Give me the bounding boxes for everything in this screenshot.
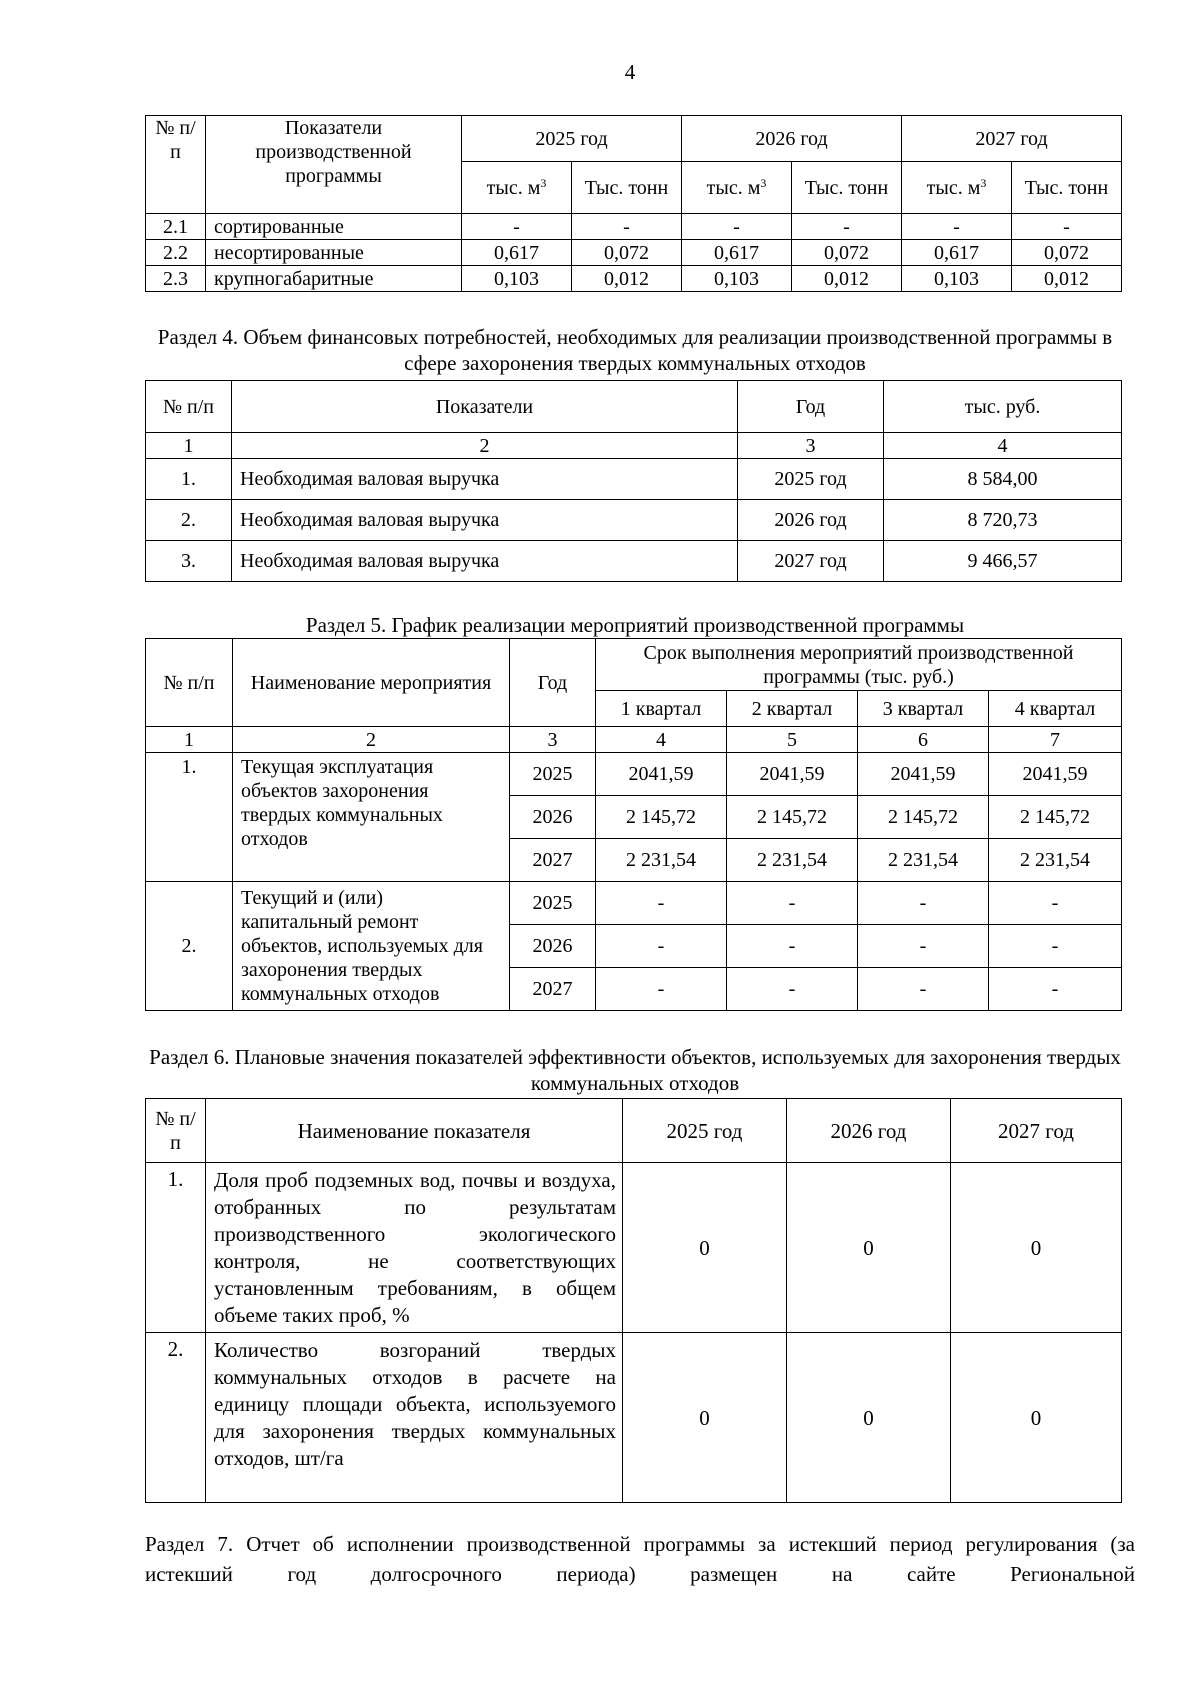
- unit-tons: Тыс. тонн: [792, 162, 902, 214]
- efficiency-table: [145, 1098, 1122, 1503]
- activity-year: 2027: [510, 839, 596, 882]
- row-name: Доля проб подземных вод, почвы и воздуха, отобранных по результатам производственного экологического контроля, не соответствующих установленным требованиям, в общем объеме таких проб, %: [206, 1163, 623, 1333]
- cell: -: [727, 925, 858, 968]
- cell: 2 145,72: [858, 796, 989, 839]
- finance-table: [145, 380, 1122, 582]
- table-row: [146, 500, 1122, 541]
- activity-num: 1.: [146, 753, 233, 882]
- header-year-2025: 2025 год: [462, 116, 682, 162]
- cell: -: [989, 968, 1122, 1011]
- cell: 0,617: [902, 240, 1012, 266]
- col-number: 2: [232, 433, 738, 459]
- cell: -: [596, 968, 727, 1011]
- cell: -: [858, 925, 989, 968]
- row-name: несортированные: [206, 240, 462, 266]
- unit-m3: тыс. $м^3$: [462, 162, 572, 214]
- cell: -: [989, 882, 1122, 925]
- table-row: [146, 266, 1122, 292]
- cell: 0,072: [572, 240, 682, 266]
- cell: -: [792, 214, 902, 240]
- col-number: 4: [884, 433, 1122, 459]
- cell: 0,012: [572, 266, 682, 292]
- header-name: Наименование показателя: [206, 1099, 623, 1163]
- section5-title: Раздел 5. График реализации мероприятий производственной программы: [305, 613, 965, 637]
- cell: 0: [951, 1163, 1122, 1333]
- col-number: 3: [738, 433, 884, 459]
- row-name: крупногабаритные: [206, 266, 462, 292]
- col-number: 1: [146, 727, 233, 753]
- header-num: № п/п: [146, 116, 206, 214]
- header-year: Год: [738, 381, 884, 433]
- row-num: 3.: [146, 541, 232, 582]
- row-value: 8 584,00: [884, 459, 1122, 500]
- cell: -: [727, 882, 858, 925]
- row-name: Необходимая валовая выручка: [232, 459, 738, 500]
- header-indicator: Показатели производственной программы: [206, 116, 462, 214]
- cell: 0: [623, 1163, 787, 1333]
- cell: 2041,59: [989, 753, 1122, 796]
- cell: -: [989, 925, 1122, 968]
- cell: -: [596, 925, 727, 968]
- row-name: сортированные: [206, 214, 462, 240]
- unit-tons: Тыс. тонн: [572, 162, 682, 214]
- table-row: [146, 214, 1122, 240]
- col-number: 7: [989, 727, 1122, 753]
- section6-title: Раздел 6. Плановые значения показателей эффективности объектов, используемых для захоронения твердых коммунальных отходов: [149, 1045, 1121, 1095]
- table-row: [146, 1163, 1122, 1333]
- cell: -: [682, 214, 792, 240]
- cell: 0,617: [682, 240, 792, 266]
- col-number: 2: [233, 727, 510, 753]
- col-number: 4: [596, 727, 727, 753]
- cell: 2 231,54: [727, 839, 858, 882]
- header-year: Год: [510, 639, 596, 727]
- activity-name: Текущая эксплуатация объектов захоронения твердых коммунальных отходов: [233, 753, 510, 882]
- header-quarter: 1 квартал: [596, 691, 727, 727]
- header-num: № п/п: [146, 639, 233, 727]
- header-name: Наименование мероприятия: [233, 639, 510, 727]
- cell: 0,012: [1012, 266, 1122, 292]
- row-num: 2.1: [146, 214, 206, 240]
- table-row: [146, 459, 1122, 500]
- row-name: Необходимая валовая выручка: [232, 500, 738, 541]
- unit-tons: Тыс. тонн: [1012, 162, 1122, 214]
- cell: -: [858, 882, 989, 925]
- cell: 2 145,72: [989, 796, 1122, 839]
- header-year-2026: 2026 год: [682, 116, 902, 162]
- activity-year: 2025: [510, 882, 596, 925]
- table-row: [146, 882, 1122, 925]
- cell: 0,103: [902, 266, 1012, 292]
- row-year: 2026 год: [738, 500, 884, 541]
- row-year: 2025 год: [738, 459, 884, 500]
- row-value: 8 720,73: [884, 500, 1122, 541]
- row-num: 2.: [146, 500, 232, 541]
- table-row: [146, 1333, 1122, 1503]
- header-num: № п/п: [146, 1099, 206, 1163]
- cell: 2041,59: [858, 753, 989, 796]
- header-quarter: 4 квартал: [989, 691, 1122, 727]
- row-name: Количество возгораний твердых коммунальных отходов в расчете на единицу площади объекта, используемого для захоронения твердых коммунальных отходов, шт/га: [206, 1333, 623, 1503]
- cell: 2 145,72: [596, 796, 727, 839]
- section7-text: Раздел 7. Отчет об исполнении производственной программы за истекший период регулирования (за истекший год долгосрочного периода) размещен на сайте Региональной: [145, 1532, 1135, 1586]
- cell: 0,012: [792, 266, 902, 292]
- cell: 0,103: [462, 266, 572, 292]
- col-number: 1: [146, 433, 232, 459]
- activity-year: 2027: [510, 968, 596, 1011]
- header-value: тыс. руб.: [884, 381, 1122, 433]
- schedule-table: [145, 638, 1122, 1011]
- cell: 2041,59: [596, 753, 727, 796]
- cell: 0,072: [1012, 240, 1122, 266]
- header-indicator: Показатели: [232, 381, 738, 433]
- page-number: 4: [624, 60, 636, 84]
- section4-title: Раздел 4. Объем финансовых потребностей, необходимых для реализации производственной программы в сфере захоронения твердых коммунальных отходов: [157, 325, 1113, 375]
- activity-year: 2026: [510, 796, 596, 839]
- table-row: [146, 753, 1122, 796]
- table-row: [146, 240, 1122, 266]
- cell: -: [1012, 214, 1122, 240]
- cell: 0: [951, 1333, 1122, 1503]
- row-name: Необходимая валовая выручка: [232, 541, 738, 582]
- row-num: 2.3: [146, 266, 206, 292]
- row-num: 2.2: [146, 240, 206, 266]
- row-year: 2027 год: [738, 541, 884, 582]
- cell: -: [858, 968, 989, 1011]
- header-year: 2026 год: [787, 1099, 951, 1163]
- volume-table: [145, 115, 1122, 292]
- header-term: Срок выполнения мероприятий производственной программы (тыс. руб.): [596, 639, 1122, 691]
- cell: 2 231,54: [858, 839, 989, 882]
- header-year-2027: 2027 год: [902, 116, 1122, 162]
- activity-year: 2026: [510, 925, 596, 968]
- cell: -: [572, 214, 682, 240]
- header-num: № п/п: [146, 381, 232, 433]
- row-num: 1.: [146, 459, 232, 500]
- cell: 0,617: [462, 240, 572, 266]
- cell: 2 231,54: [596, 839, 727, 882]
- row-num: 1.: [146, 1163, 206, 1333]
- unit-m3: тыс. $м^3$: [902, 162, 1012, 214]
- cell: 2041,59: [727, 753, 858, 796]
- header-year: 2027 год: [951, 1099, 1122, 1163]
- header-quarter: 3 квартал: [858, 691, 989, 727]
- cell: 0: [623, 1333, 787, 1503]
- table-row: [146, 541, 1122, 582]
- cell: -: [727, 968, 858, 1011]
- activity-name: Текущий и (или) капитальный ремонт объектов, используемых для захоронения твердых коммунальных отходов: [233, 882, 510, 1011]
- row-num: 2.: [146, 1333, 206, 1503]
- col-number: 6: [858, 727, 989, 753]
- header-year: 2025 год: [623, 1099, 787, 1163]
- activity-year: 2025: [510, 753, 596, 796]
- cell: -: [596, 882, 727, 925]
- cell: 2 145,72: [727, 796, 858, 839]
- cell: -: [902, 214, 1012, 240]
- cell: -: [462, 214, 572, 240]
- col-number: 3: [510, 727, 596, 753]
- cell: 0: [787, 1163, 951, 1333]
- unit-m3: тыс. $м^3$: [682, 162, 792, 214]
- activity-num: 2.: [146, 882, 233, 1011]
- cell: 0: [787, 1333, 951, 1503]
- header-quarter: 2 квартал: [727, 691, 858, 727]
- cell: 0,072: [792, 240, 902, 266]
- cell: 0,103: [682, 266, 792, 292]
- row-value: 9 466,57: [884, 541, 1122, 582]
- col-number: 5: [727, 727, 858, 753]
- cell: 2 231,54: [989, 839, 1122, 882]
